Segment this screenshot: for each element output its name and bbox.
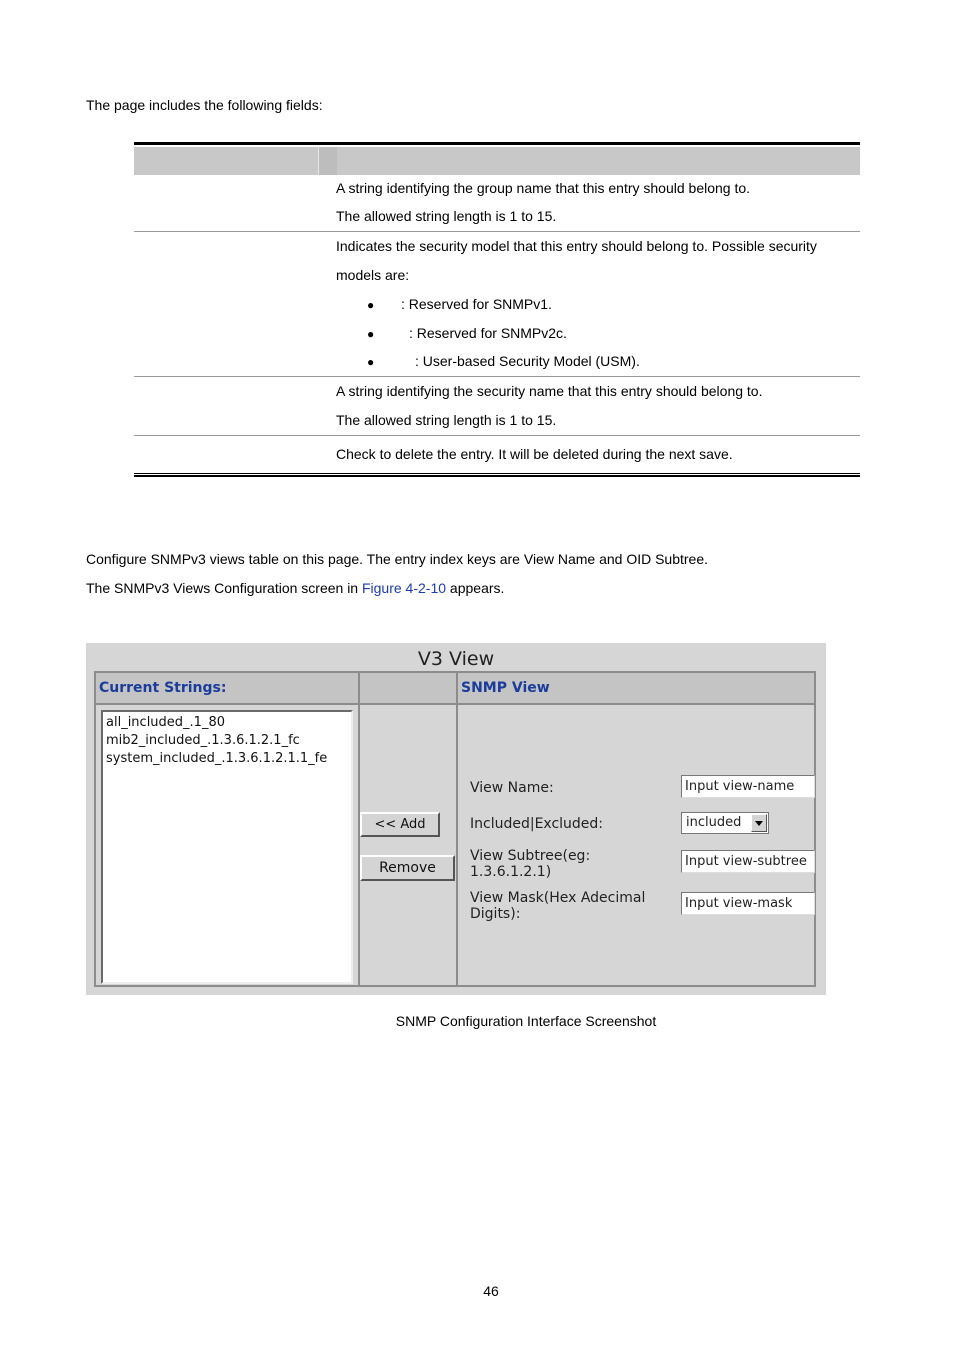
bullet-icon: ●	[367, 355, 375, 369]
row2-bullet3: : User-based Security Model (USM).	[415, 353, 640, 369]
row3-line1: A string identifying the security name that this entry should belong to.	[336, 383, 763, 399]
row1-line2: The allowed string length is 1 to 15.	[336, 208, 557, 224]
row2-line1: Indicates the security model that this entry should belong to. Possible security	[336, 238, 817, 254]
current-strings-list[interactable]	[101, 710, 353, 984]
bullet-icon: ●	[367, 327, 375, 341]
view-mask-input[interactable]: Input view-mask	[681, 892, 815, 915]
row3-line2: The allowed string length is 1 to 15.	[336, 412, 557, 428]
table-header	[134, 147, 860, 175]
middle-header	[360, 673, 456, 705]
figure-link[interactable]: Figure 4-2-10	[361, 580, 447, 596]
add-button[interactable]: << Add	[360, 812, 440, 837]
row2-bullet1: : Reserved for SNMPv1.	[401, 296, 552, 312]
remove-button[interactable]: Remove	[360, 855, 455, 881]
row2-bullet2: : Reserved for SNMPv2c.	[409, 325, 567, 341]
table-top-rule	[134, 142, 860, 145]
views-description: Configure SNMPv3 views table on this page. The entry index keys are View Name and OID Subtree.	[86, 551, 709, 567]
view-mask-label: View Mask(Hex Adecimal Digits):	[470, 890, 646, 922]
figure-reference: The SNMPv3 Views Configuration screen in Figure 4-2-10 appears.	[86, 580, 505, 596]
row4-line1: Check to delete the entry. It will be deleted during the next save.	[336, 446, 733, 462]
v3-view-screenshot	[86, 643, 826, 995]
row2-line2: models are:	[336, 267, 410, 283]
view-name-label: View Name:	[470, 780, 554, 796]
current-strings-header: Current Strings:	[96, 673, 358, 705]
bullet-icon: ●	[367, 298, 375, 312]
view-subtree-input[interactable]: Input view-subtree	[681, 850, 815, 873]
included-excluded-label: Included|Excluded:	[470, 816, 604, 832]
table-bottom-rule	[134, 473, 860, 477]
snmp-view-header: SNMP View	[458, 673, 814, 705]
intro-text: The page includes the following fields:	[86, 97, 323, 113]
page-number: 46	[483, 1283, 499, 1299]
row1-line1: A string identifying the group name that this entry should belong to.	[336, 180, 751, 196]
list-item[interactable]: system_included_.1.3.6.1.2.1.1_fe	[106, 751, 328, 766]
list-item[interactable]: mib2_included_.1.3.6.1.2.1_fc	[106, 733, 300, 748]
chevron-down-icon[interactable]	[751, 814, 767, 832]
v3-view-frame	[94, 671, 816, 987]
view-subtree-label: View Subtree(eg: 1.3.6.1.2.1)	[470, 848, 591, 880]
v3-view-title: V3 View	[417, 648, 495, 670]
figure-caption: SNMP Configuration Interface Screenshot	[395, 1013, 657, 1029]
view-name-input[interactable]: Input view-name	[681, 775, 815, 798]
list-item[interactable]: all_included_.1_80	[106, 715, 225, 730]
included-excluded-select[interactable]: included	[681, 812, 769, 834]
